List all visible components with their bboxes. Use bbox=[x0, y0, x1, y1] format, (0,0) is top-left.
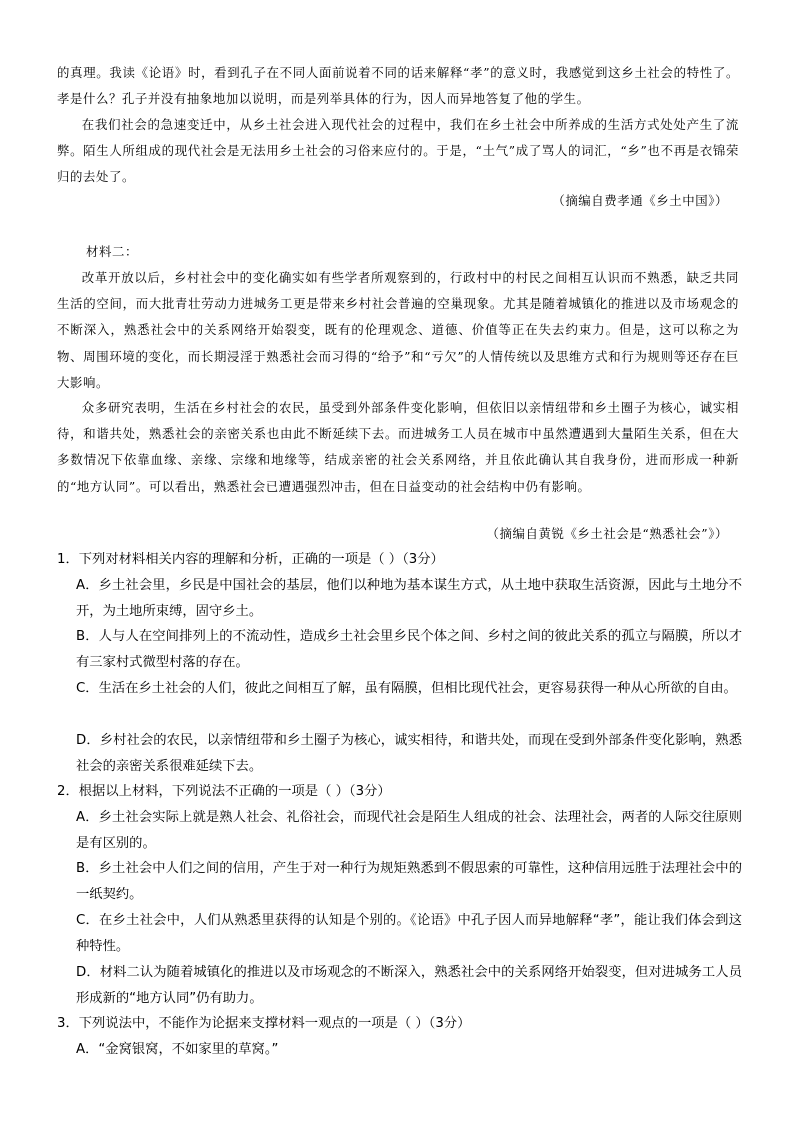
question-2-option-d: D．材料二认为随着城镇化的推进以及市场观念的不断深入，熟悉社会中的关系网络开始裂变，但对进城务工人员形成新的“地方认同”仍有助力。 bbox=[76, 965, 742, 1006]
question-2-stem: 2．根据以上材料，下列说法不正确的一项是（ ）（3分） bbox=[57, 784, 391, 799]
material2-paragraph-2: 众多研究表明，生活在乡村社会的农民，虽受到外部条件变化影响，但依旧以亲情纽带和乡土圈子为核心，诚实相待，和谐共处，熟悉社会的亲密关系也由此不断延续下去。而进城务工人员在城市中虽然遭遇到大量陌生关系，但在大多数情况下依靠血缘、亲缘、宗缘和地缘等，结成亲密的社会关系网络，并且依此确认其自我身份，进而形成一种新的“地方认同”。可以看出，熟悉社会已遭遇强烈冲击，但在日益变动的社会结构中仍有影响。 bbox=[57, 400, 739, 494]
question-1-option-c: C．生活在乡土社会的人们，彼此之间相互了解，虽有隔膜，但相比现代社会，更容易获得一种从心所欲的自由。 bbox=[76, 681, 737, 696]
question-1-stem: 1．下列对材料相关内容的理解和分析，正确的一项是（ ）（3分） bbox=[57, 552, 444, 567]
material2-heading: 材料二： bbox=[86, 244, 138, 259]
material2-paragraph-1: 改革开放以后，乡村社会中的变化确实如有些学者所观察到的，行政村中的村民之间相互认识而不熟悉，缺乏共同生活的空间，而大批青壮劳动力进城务工更是带来乡村社会普遍的空巢现象。尤其是随着城镇化的推进以及市场观念的不断深入，熟悉社会中的关系网络开始裂变，既有的伦理观念、道德、价值等正在失去约束力。但是，这可以称之为物、周围环境的变化，而长期浸淫于熟悉社会而习得的“给予”和“亏欠”的人情传统以及思维方式和行为规则等还存在巨大影响。 bbox=[57, 270, 739, 390]
question-3-stem: 3．下列说法中，不能作为论据来支撑材料一观点的一项是（ ）（3分） bbox=[57, 1016, 471, 1031]
question-1-option-d: D．乡村社会的农民，以亲情纽带和乡土圈子为核心，诚实相待，和谐共处，而现在受到外部条件变化影响，熟悉社会的亲密关系很难延续下去。 bbox=[76, 733, 742, 774]
question-1-option-a: A．乡土社会里，乡民是中国社会的基层，他们以种地为基本谋生方式，从土地中获取生活资源，因此与土地分不开，为土地所束缚，固守乡土。 bbox=[76, 578, 742, 619]
material1-paragraph-tail: 的真理。我读《论语》时，看到孔子在不同人面前说着不同的话来解释“孝”的意义时，我感觉到这乡土社会的特性了。孝是什么？孔子并没有抽象地加以说明，而是列举具体的行为，因人而异地答复了他的学生。 bbox=[57, 65, 739, 107]
question-3-option-a: A．“金窝银窝，不如家里的草窝。” bbox=[76, 1042, 279, 1057]
material1-paragraph-change: 在我们社会的急速变迁中，从乡土社会进入现代社会的过程中，我们在乡土社会中所养成的生活方式处处产生了流弊。陌生人所组成的现代社会是无法用乡土社会的习俗来应付的。于是，“土气”成了骂人的词汇，“乡”也不再是衣锦荣归的去处了。 bbox=[57, 117, 739, 185]
question-1-option-b: B．人与人在空间排列上的不流动性，造成乡土社会里乡民个体之间、乡村之间的彼此关系的孤立与隔膜，所以才有三家村式微型村落的存在。 bbox=[76, 629, 742, 670]
question-2-option-a: A．乡土社会实际上就是熟人社会、礼俗社会，而现代社会是陌生人组成的社会、法理社会，两者的人际交往原则是有区别的。 bbox=[76, 810, 742, 851]
material1-source: （摘编自费孝通《乡土中国》） bbox=[552, 193, 728, 208]
material2-source: （摘编自黄锐《乡土社会是“熟悉社会”》） bbox=[486, 526, 728, 541]
question-2-option-b: B．乡土社会中人们之间的信用，产生于对一种行为规矩熟悉到不假思索的可靠性，这种信用远胜于法理社会中的一纸契约。 bbox=[76, 861, 742, 902]
question-2-option-c: C．在乡土社会中，人们从熟悉里获得的认知是个别的。《论语》中孔子因人而异地解释“孝”，能让我们体会到这种特性。 bbox=[76, 913, 742, 954]
